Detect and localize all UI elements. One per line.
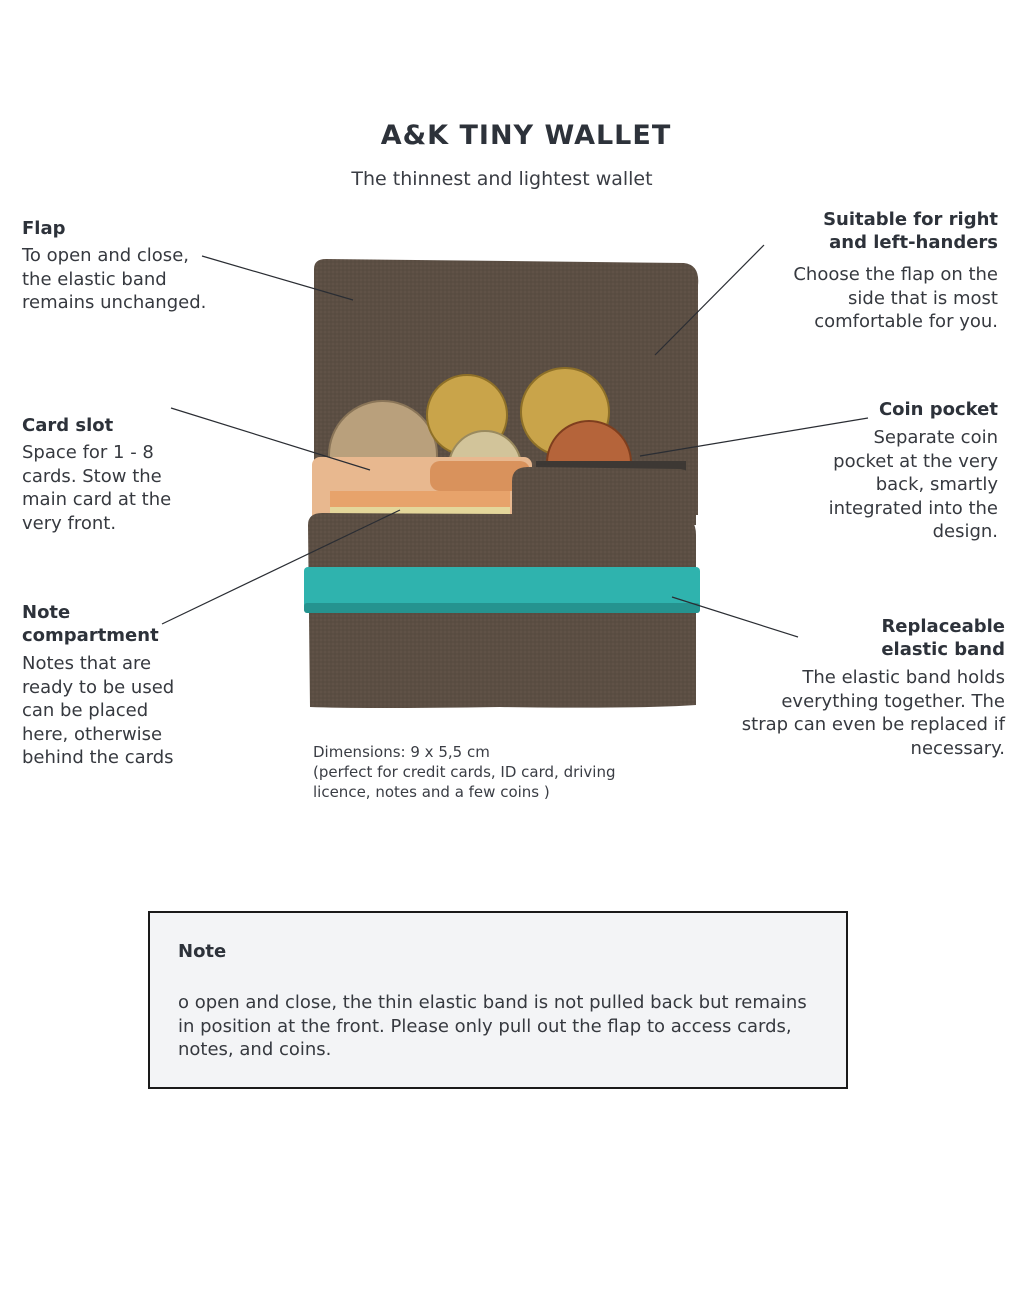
card-slot-description: Space for 1 - 8 cards. Stow the main card at the very front. xyxy=(22,442,172,534)
dimensions-info xyxy=(313,742,673,802)
note-title: Note xyxy=(178,941,227,962)
card-slot-heading: Card slot xyxy=(22,415,114,436)
note-compartment-description: Notes that are ready to be used can be placed here, otherwise behind the cards xyxy=(22,653,175,768)
elastic-band-heading: Replaceable elastic band xyxy=(881,616,1005,660)
note-compartment-heading: Note compartment xyxy=(22,602,159,646)
flap-description: To open and close, the elastic band remains unchanged. xyxy=(22,245,207,313)
coin-pocket-heading: Coin pocket xyxy=(878,399,998,420)
handedness-heading: Suitable for right and left-handers xyxy=(823,209,998,253)
flap-heading: Flap xyxy=(22,218,66,239)
wallet-illustration xyxy=(300,255,710,715)
note-box xyxy=(148,911,848,1089)
dimensions-size: Dimensions: 9 x 5,5 cm xyxy=(313,743,490,761)
coin-pocket-description: Separate coin pocket at the very back, smartly integrated into the design. xyxy=(828,427,998,542)
elastic-band-shade xyxy=(304,603,700,613)
page-subtitle: The thinnest and lightest wallet xyxy=(351,168,653,190)
elastic-band-description: The elastic band holds everything together. The strap can even be replaced if necessary. xyxy=(741,667,1005,759)
dimensions-details: (perfect for credit cards, ID card, driving licence, notes and a few coins ) xyxy=(313,763,616,801)
note-body: o open and close, the thin elastic band is not pulled back but remains in position at the front. Please only pull out the flap to access cards, notes, and coins. xyxy=(178,992,807,1060)
page-title: A&K TINY WALLET xyxy=(380,120,672,151)
handedness-description: Choose the flap on the side that is most comfortable for you. xyxy=(793,264,998,332)
